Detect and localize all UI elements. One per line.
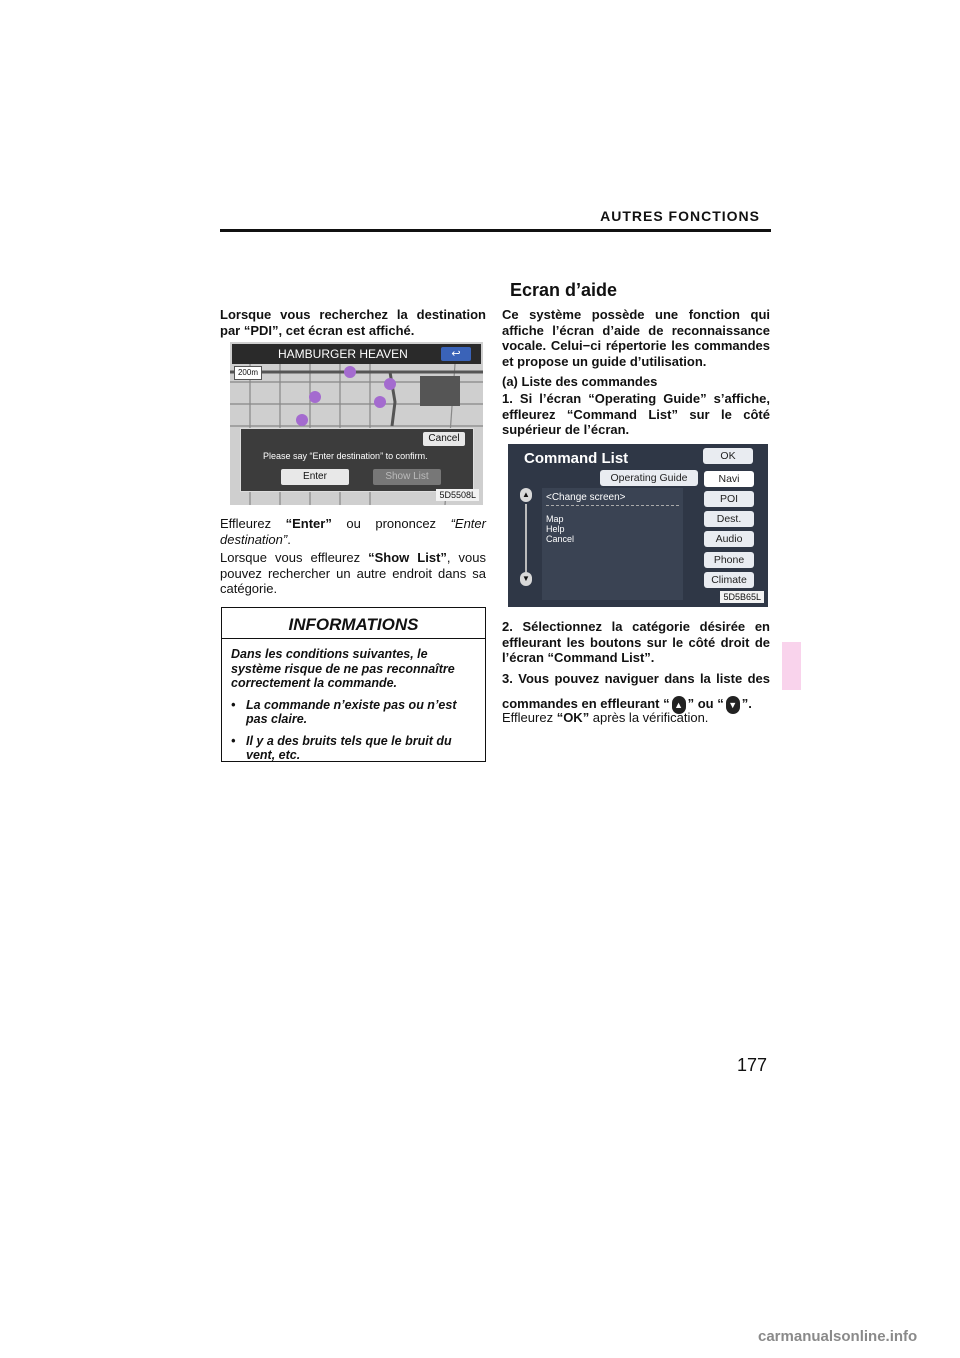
scroll-down-icon: ▼	[726, 696, 740, 714]
category-climate[interactable]: Climate	[704, 572, 754, 588]
map-title-bar	[232, 344, 481, 364]
page-number: 177	[737, 1055, 768, 1075]
info-box	[221, 607, 486, 762]
map-scale: 200m	[234, 366, 262, 380]
subheading: (a) Liste des commandes	[502, 374, 658, 389]
scroll-up-icon[interactable]: ▲	[520, 488, 532, 502]
p2-show-list: “Show List”	[368, 550, 447, 565]
category-navi[interactable]: Navi	[704, 471, 754, 487]
info-bullet-text: Il y a des bruits tels que le bruit du vent, etc.	[246, 733, 452, 762]
scrollbar-track[interactable]	[525, 504, 527, 572]
info-bullet-2	[231, 734, 477, 763]
p1-enter: “Enter”	[285, 516, 332, 531]
section-tab	[782, 642, 801, 690]
show-list-button[interactable]: Show List	[373, 469, 441, 485]
cancel-button[interactable]: Cancel	[423, 432, 465, 446]
change-screen-label: <Change screen>	[546, 492, 626, 503]
image-code: 5D5B65L	[720, 591, 764, 603]
p1-voice: “Enter destination”	[220, 516, 486, 547]
step3-c: ”.	[741, 696, 752, 711]
last-pre: Effleurez	[502, 710, 557, 725]
left-intro: Lorsque vous recherchez la destination par “PDI”, cet écran est affiché.	[220, 307, 486, 338]
step3-b: ” ou “	[687, 696, 724, 711]
p1-pre: Effleurez	[220, 516, 286, 531]
info-title: INFORMATIONS	[222, 608, 485, 639]
header-rule	[220, 229, 771, 232]
confirm-prompt: Please say “Enter destination” to confirm.	[263, 451, 428, 461]
scroll-down-icon[interactable]: ▼	[520, 572, 532, 586]
ok-button[interactable]: OK	[703, 448, 753, 464]
header-title: AUTRES FONCTIONS	[600, 208, 760, 224]
category-dest[interactable]: Dest.	[704, 511, 754, 527]
step-1: 1. Si l’écran “Operating Guide” s’affiche, effleurez “Command List” sur le côté supérieur de l’écran.	[502, 391, 770, 437]
scroll-up-icon: ▲	[672, 696, 686, 714]
info-bullet-1	[231, 698, 477, 727]
final-step	[502, 710, 770, 726]
map-screenshot	[230, 342, 483, 505]
bullet-dot: •	[231, 697, 236, 712]
back-button[interactable]: ↩	[441, 347, 471, 361]
info-lead: Dans les conditions suivantes, le système risque de ne pas reconnaître correctement la commande.	[231, 647, 455, 690]
category-phone[interactable]: Phone	[704, 552, 754, 568]
info-bullet-text: La commande n’existe pas ou n’est pas claire.	[246, 697, 457, 726]
enter-button[interactable]: Enter	[281, 469, 349, 485]
bullet-dot: •	[231, 733, 236, 748]
step3-a: 3. Vous pouvez naviguer dans la liste des commandes en effleurant “	[502, 671, 770, 711]
image-code: 5D5508L	[436, 489, 479, 501]
last-end: après la vérification.	[589, 710, 709, 725]
last-ok: “OK”	[556, 710, 590, 725]
map-title: HAMBURGER HEAVEN	[278, 347, 408, 361]
watermark: carmanualsonline.info	[758, 1328, 918, 1345]
command-help: Help	[546, 524, 565, 534]
operating-guide-button[interactable]: Operating Guide	[600, 470, 698, 486]
p1-mid: ou prononcez	[331, 516, 451, 531]
p2-pre: Lorsque vous effleurez	[220, 550, 369, 565]
left-para-2	[220, 550, 486, 597]
command-list-title: Command List	[524, 450, 629, 467]
left-para-1	[220, 516, 486, 547]
step-3	[502, 666, 770, 716]
command-cancel: Cancel	[546, 534, 575, 544]
right-intro: Ce système possède une fonction qui affiche l’écran d’aide de reconnaissance vocale. Celui−ci répertorie les commandes et propose un guide d’utilisation.	[502, 307, 770, 369]
p2-end: , vous pouvez rechercher un autre endroit dans sa catégorie.	[220, 550, 487, 596]
command-list-panel	[542, 488, 683, 600]
info-body	[231, 647, 477, 763]
category-audio[interactable]: Audio	[704, 531, 754, 547]
category-poi[interactable]: POI	[704, 491, 754, 507]
confirm-dialog	[240, 428, 474, 492]
command-map: Map	[546, 514, 564, 524]
command-list-screenshot	[508, 444, 768, 607]
section-title: Ecran d’aide	[510, 280, 618, 300]
p1-end: .	[287, 531, 291, 547]
list-divider	[546, 505, 679, 512]
step-2: 2. Sélectionnez la catégorie désirée en effleurant les boutons sur le côté droit de l’écran “Command List”.	[502, 619, 770, 665]
